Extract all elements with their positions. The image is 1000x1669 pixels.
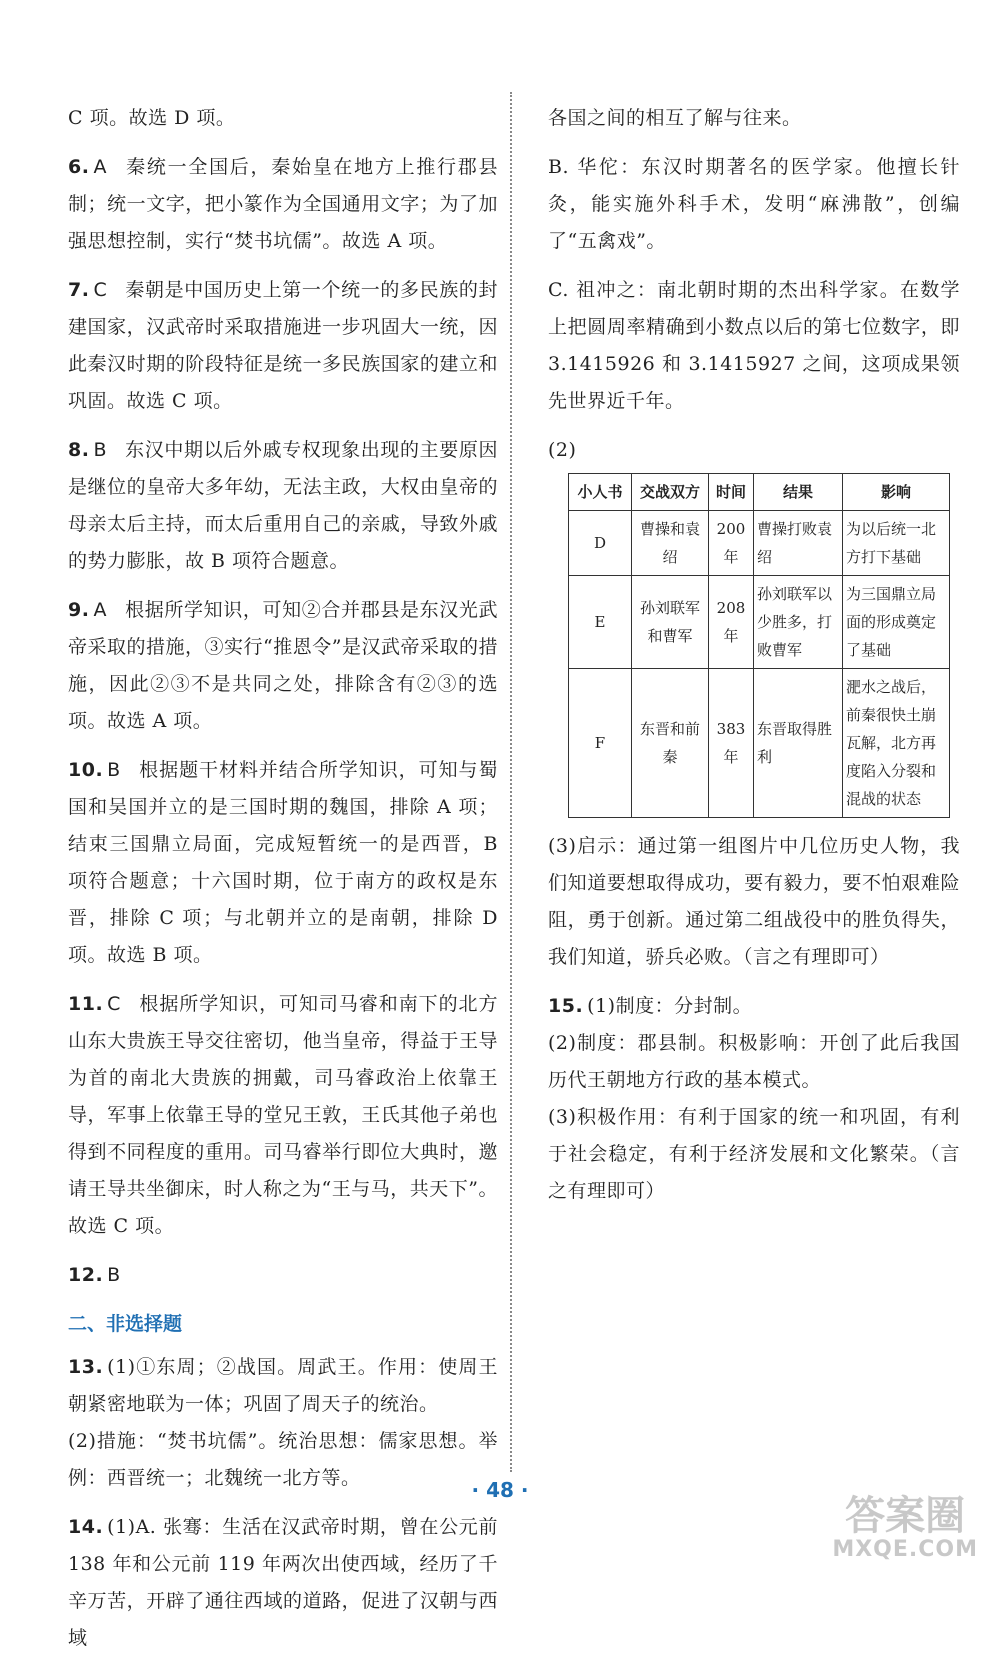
- answer-choice: C: [93, 279, 108, 301]
- explanation: 根据所学知识，可知司马睿和南下的北方山东大贵族王导交往密切，他当皇帝，得益于王导为首的南北大贵族的拥戴，司马睿政治上依靠王导，军事上依靠王导的堂兄王敦，王氏其他子弟也得到不同程度的重用。司马睿举行即位大典时，邀请王导共坐御床，时人称之为“王与马，共天下”。故选 C 项。: [68, 993, 498, 1237]
- answer-13: [68, 1349, 498, 1497]
- left-column: [68, 100, 498, 1669]
- answer-choice: A: [93, 156, 107, 178]
- answer-part: (3)积极作用：有利于国家的统一和巩固，有利于社会稳定，有利于经济发展和文化繁荣。（言之有理即可）: [548, 1106, 960, 1202]
- explanation: 根据所学知识，可知②合并郡县是东汉光武帝采取的措施，③实行“推恩令”是汉武帝采取的措施，因此②③不是共同之处，排除含有②③的选项。故选 A 项。: [68, 599, 498, 732]
- explanation: 秦朝是中国历史上第一个统一的多民族的封建国家，汉武帝时采取措施进一步巩固大一统，因此秦汉时期的阶段特征是统一多民族国家的建立和巩固。故选 C 项。: [68, 279, 498, 412]
- table-cell: 208年: [709, 576, 754, 669]
- answer-choice: C: [107, 993, 121, 1015]
- table-cell: 淝水之战后，前秦很快土崩瓦解，北方再度陷入分裂和混战的状态: [843, 669, 950, 818]
- answer-continuation: 各国之间的相互了解与往来。: [548, 107, 802, 129]
- watermark-logo: [832, 1494, 978, 1562]
- explanation: 秦统一全国后，秦始皇在地方上推行郡县制；统一文字，把小篆作为全国通用文字；为了加强思想控制，实行“焚书坑儒”。故选 A 项。: [68, 156, 498, 252]
- question-number: 9.: [68, 599, 90, 621]
- table-cell: 东晋取得胜利: [754, 669, 843, 818]
- table-cell: F: [569, 669, 632, 818]
- answer-choice: B: [93, 439, 107, 461]
- table-header: 小人书: [569, 474, 632, 511]
- table-cell: 200年: [709, 511, 754, 576]
- answer-part: (1)A. 张骞：生活在汉武帝时期，曾在公元前 138 年和公元前 119 年两次出使西域，经历了千辛万苦，开辟了通往西域的道路，促进了汉朝与西域: [68, 1516, 498, 1649]
- table-cell: 曹操打败袁绍: [754, 511, 843, 576]
- table-cell: 孙刘联军以少胜多，打败曹军: [754, 576, 843, 669]
- answer-part: (1)①东周；②战国。周武王。作用：使周王朝紧密地联为一体；巩固了周天子的统治。: [68, 1356, 498, 1415]
- page-number: · 48 ·: [471, 1478, 529, 1502]
- table-row: [569, 576, 950, 669]
- question-number: 8.: [68, 439, 90, 461]
- table-header: 结果: [754, 474, 843, 511]
- right-column: [548, 100, 960, 1222]
- answer-15: [548, 988, 960, 1210]
- answer-part-2-label: (2): [548, 439, 577, 461]
- table-header-row: [569, 474, 950, 511]
- watermark-text: 答案圈: [845, 1492, 966, 1539]
- answer-9: [68, 592, 498, 740]
- question-number: 15.: [548, 995, 584, 1017]
- table-header: 交战双方: [632, 474, 709, 511]
- explanation: 根据题干材料并结合所学知识，可知与蜀国和吴国并立的是三国时期的魏国，排除 A 项；结束三国鼎立局面，完成短暂统一的是西晋，B 项符合题意；十六国时期，位于南方的政权是东晋，排除 C 项；与北朝并立的是南朝，排除 D 项。故选 B 项。: [68, 759, 498, 966]
- question-number: 6.: [68, 156, 90, 178]
- table-cell: 为三国鼎立局面的形成奠定了基础: [843, 576, 950, 669]
- column-divider: [510, 92, 512, 1472]
- table-cell: D: [569, 511, 632, 576]
- table-cell: 东晋和前秦: [632, 669, 709, 818]
- answer-part-c: C. 祖冲之：南北朝时期的杰出科学家。在数学上把圆周率精确到小数点以后的第七位数字，即 3.1415926 和 3.1415927 之间，这项成果领先世界近千年。: [548, 279, 960, 412]
- table-cell: 383年: [709, 669, 754, 818]
- table-header: 影响: [843, 474, 950, 511]
- answer-continuation: C 项。故选 D 项。: [68, 107, 236, 129]
- answer-8: [68, 432, 498, 580]
- answer-choice: A: [93, 599, 107, 621]
- answer-14: [68, 1509, 498, 1657]
- answer-6: [68, 149, 498, 260]
- answer-choice: B: [107, 1264, 121, 1286]
- table-cell: E: [569, 576, 632, 669]
- answer-part-3: (3)启示：通过第一组图片中几位历史人物，我们知道要想取得成功，要有毅力，要不怕艰难险阻，勇于创新。通过第二组战役中的胜负得失，我们知道，骄兵必败。（言之有理即可）: [548, 835, 960, 968]
- answer-7: [68, 272, 498, 420]
- explanation: 东汉中期以后外戚专权现象出现的主要原因是继位的皇帝大多年幼，无法主政，大权由皇帝的母亲太后主持，而太后重用自己的亲戚，导致外戚的势力膨胀，故 B 项符合题意。: [68, 439, 498, 572]
- answer-choice: B: [107, 759, 121, 781]
- table-row: [569, 511, 950, 576]
- table-cell: 孙刘联军和曹军: [632, 576, 709, 669]
- table-row: [569, 669, 950, 818]
- question-number: 12.: [68, 1264, 104, 1286]
- table-header: 时间: [709, 474, 754, 511]
- section-title: 二、非选择题: [68, 1313, 183, 1335]
- question-number: 13.: [68, 1356, 104, 1378]
- question-number: 7.: [68, 279, 90, 301]
- answer-12: [68, 1257, 498, 1294]
- answer-11: [68, 986, 498, 1245]
- table-cell: 曹操和袁绍: [632, 511, 709, 576]
- question-number: 10.: [68, 759, 104, 781]
- answer-part: (2)制度：郡县制。积极影响：开创了此后我国历代王朝地方行政的基本模式。: [548, 1032, 960, 1091]
- answer-part-b: B. 华佗：东汉时期著名的医学家。他擅长针灸，能实施外科手术，发明“麻沸散”，创编了“五禽戏”。: [548, 156, 960, 252]
- question-number: 11.: [68, 993, 104, 1015]
- question-number: 14.: [68, 1516, 104, 1538]
- answer-part: (1)制度：分封制。: [587, 995, 753, 1017]
- answer-part: (2)措施：“焚书坑儒”。统治思想：儒家思想。举例：西晋统一；北魏统一北方等。: [68, 1430, 498, 1489]
- answer-10: [68, 752, 498, 974]
- watermark-url: MXQE.COM: [832, 1536, 978, 1562]
- table-cell: 为以后统一北方打下基础: [843, 511, 950, 576]
- battle-table: [568, 473, 950, 818]
